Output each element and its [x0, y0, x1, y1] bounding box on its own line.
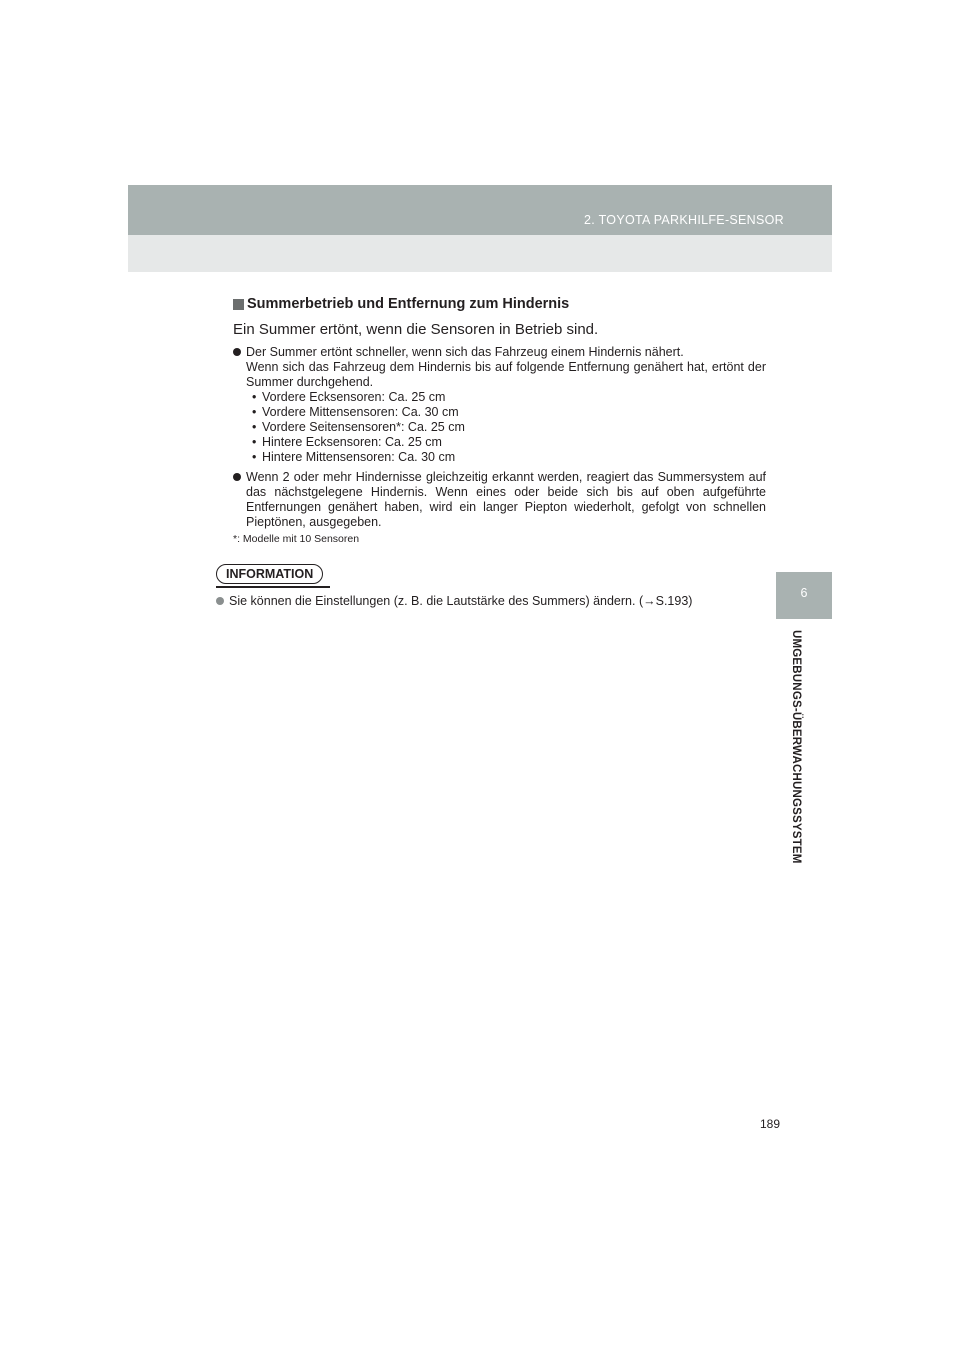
distance-item: • Hintere Mittensensoren: Ca. 30 cm [252, 450, 456, 464]
list-item [233, 470, 766, 530]
bullet-text: Wenn 2 oder mehr Hindernisse gleichzeitig erkannt werden, reagiert das Summersystem auf das nächstgelegene Hindernis. Wenn eines oder beide sich bis auf oben aufgeführte Entfernungen genähert haben, wird ein langer Piepton wiederholt, gefolgt von schnellen Pieptönen, ausgegeben. [246, 470, 766, 529]
bullet-icon [233, 473, 241, 481]
bullet-icon [233, 348, 241, 356]
distance-item: • Vordere Ecksensoren: Ca. 25 cm [252, 390, 446, 404]
page-number: 189 [760, 1117, 781, 1131]
bullet-text-continued: Wenn sich das Fahrzeug dem Hindernis bis auf folgende Entfernung genähert hat, ertönt der Summer durchgehend. [246, 360, 766, 389]
chapter-tab [776, 572, 832, 619]
chapter-side-title: UMGEBUNGS-ÜBERWACHUNGSSYSTEM [790, 630, 802, 864]
distance-item: • Vordere Seitensensoren*: Ca. 25 cm [252, 420, 465, 434]
distance-list [246, 390, 766, 465]
header-subbar [128, 235, 832, 272]
info-item: Sie können die Einstellungen (z. B. die Lautstärke des Summers) ändern. (→S.193) [216, 593, 768, 609]
distance-item: • Hintere Ecksensoren: Ca. 25 cm [252, 435, 442, 449]
section-title: 2. TOYOTA PARKHILFE-SENSOR [584, 213, 784, 227]
footnote: *: Modelle mit 10 Sensoren [233, 533, 360, 545]
bullet-text: Der Summer ertönt schneller, wenn sich das Fahrzeug einem Hindernis nähert. [246, 345, 684, 359]
subheading [233, 294, 766, 314]
list-item [233, 345, 766, 465]
subheading-text: Summerbetrieb und Entfernung zum Hindernis [247, 296, 570, 312]
page-reference-link[interactable]: S.193 [655, 594, 689, 608]
chapter-number: 6 [800, 586, 808, 600]
info-divider [216, 586, 330, 588]
information-label: INFORMATION [216, 564, 323, 584]
square-bullet-icon [233, 299, 244, 310]
info-bullet-icon [216, 597, 224, 605]
header-bar [128, 185, 832, 235]
main-content [233, 294, 766, 546]
distance-item: • Vordere Mittensensoren: Ca. 30 cm [252, 405, 459, 419]
information-box [216, 564, 768, 609]
arrow-icon: → [643, 594, 656, 608]
lead-paragraph: Ein Summer ertönt, wenn die Sensoren in Betrieb sind. [233, 321, 599, 338]
